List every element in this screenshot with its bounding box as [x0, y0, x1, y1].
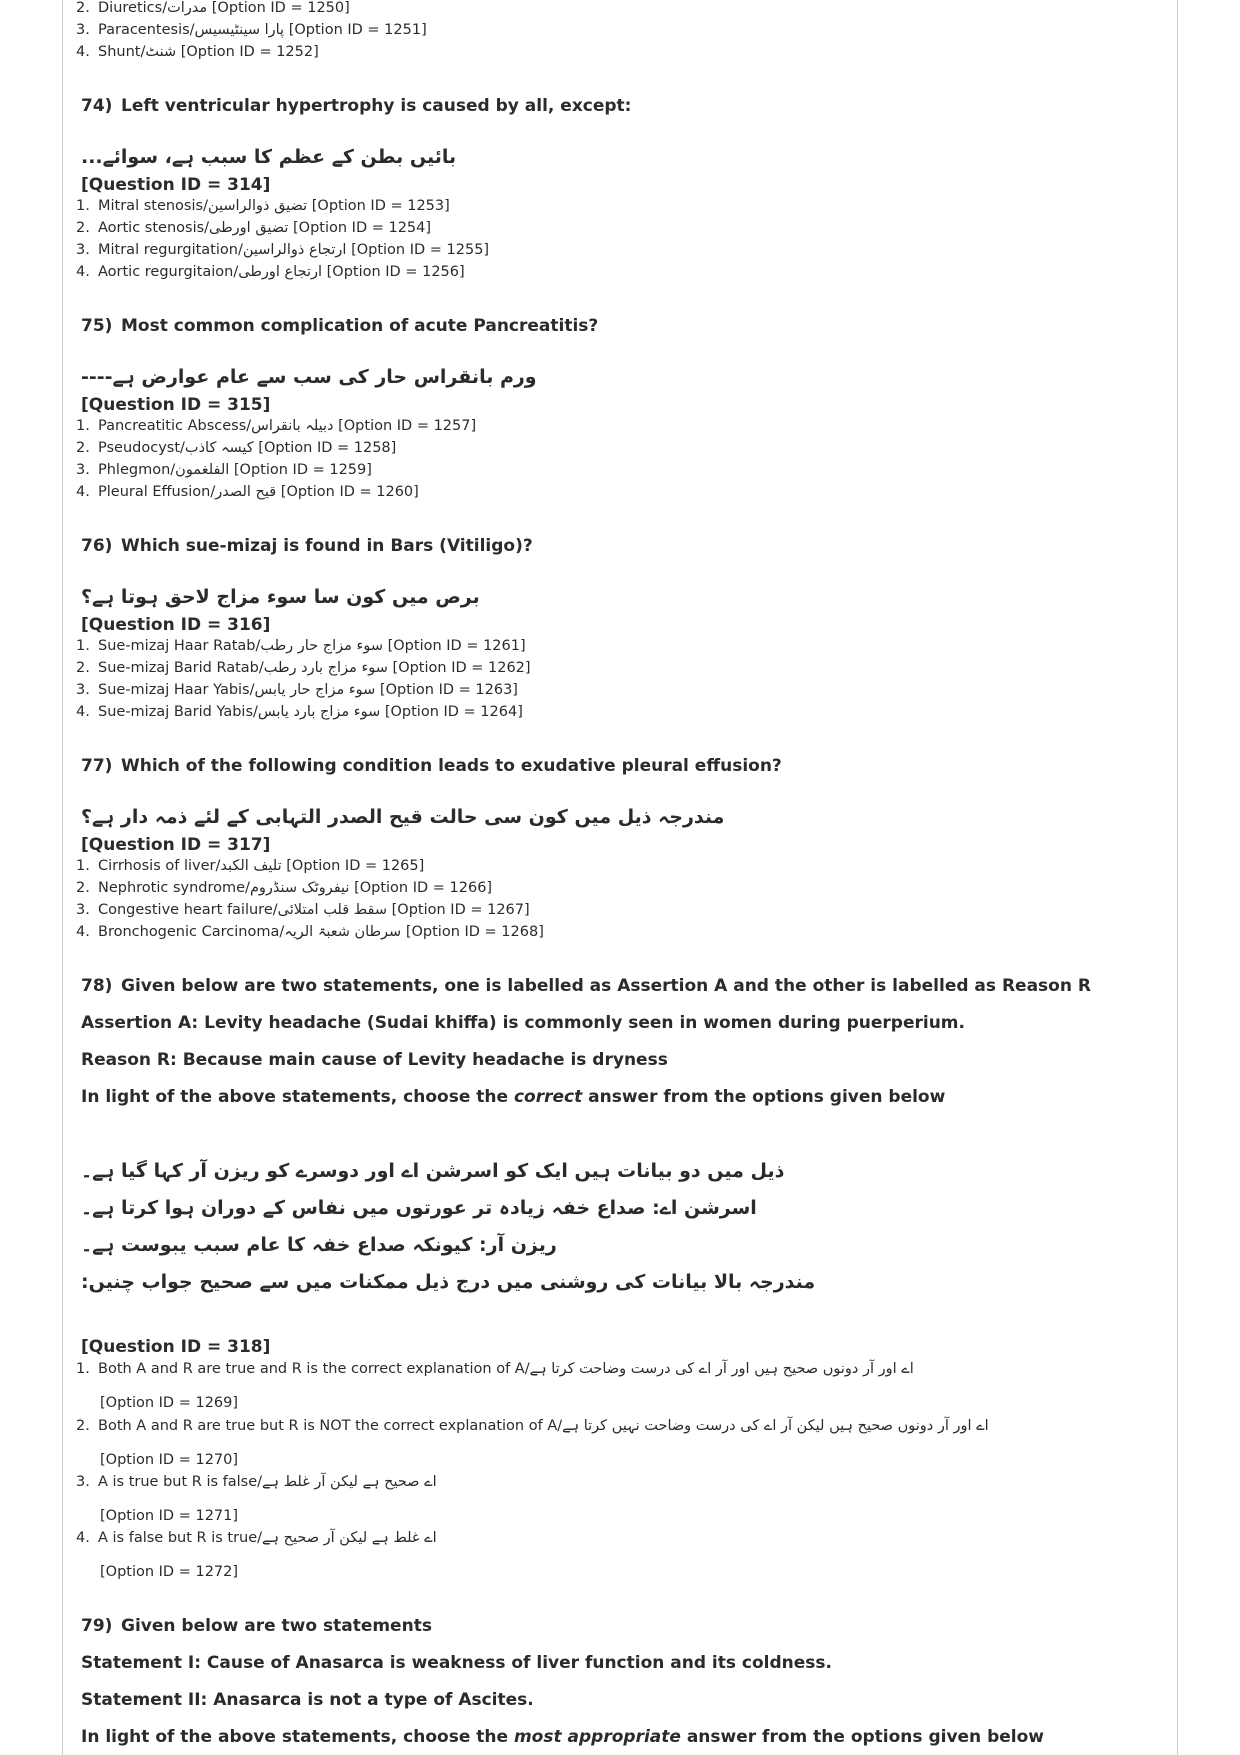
option-item: 3. Phlegmon/الفلغمون [Option ID = 1259] [76, 462, 372, 478]
question-urdu-text: مندرجہ ذیل میں کون سی حالت قیح الصدر التہابی کے لئے ذمہ دار ہے؟ [81, 806, 725, 828]
instruction-text: In light of the above statements, choose the most appropriate answer from the options given below [81, 1727, 1044, 1747]
option-item: 4. A is false but R is true/اے غلط ہے لیکن آر صحیح ہے [76, 1530, 437, 1546]
option-id: [Option ID = 1269] [100, 1395, 239, 1411]
question-heading: 75) Most common complication of acute Pancreatitis? [81, 316, 599, 336]
question-heading: 77) Which of the following condition leads to exudative pleural effusion? [81, 756, 782, 776]
option-item: 4. Aortic regurgitaion/ارتجاع اورطی [Option ID = 1256] [76, 264, 465, 280]
option-item: 2. Nephrotic syndrome/نیفروٹک سنڈروم [Option ID = 1266] [76, 880, 493, 896]
reason-text: Reason R: Because main cause of Levity headache is dryness [81, 1050, 668, 1070]
question-id: [Question ID = 318] [81, 1337, 271, 1357]
question-id: [Question ID = 317] [81, 835, 271, 855]
option-item: 2. Sue-mizaj Barid Ratab/سوء مزاج بارد رطب [Option ID = 1262] [76, 660, 531, 676]
question-id: [Question ID = 315] [81, 395, 271, 415]
question-urdu-text: اسرشن اے: صداع خفہ زیادہ تر عورتوں میں نفاس کے دوران ہوا کرتا ہے۔ [81, 1197, 757, 1219]
option-item: 4. Pleural Effusion/قیح الصدر [Option ID = 1260] [76, 484, 419, 500]
option-item: 1. Cirrhosis of liver/تلیف الکبد [Option ID = 1265] [76, 858, 425, 874]
question-urdu-text: مندرجہ بالا بیانات کی روشنی میں درج ذیل ممکنات میں سے صحیح جواب چنیں: [81, 1271, 816, 1293]
question-heading: 79) Given below are two statements [81, 1616, 432, 1636]
option-item: 1. Mitral stenosis/تضیق ذوالراسین [Option ID = 1253] [76, 198, 450, 214]
question-urdu-text: ذیل میں دو بیانات ہیں ایک کو اسرشن اے اور دوسرے کو ریزن آر کہا گیا ہے۔ [81, 1160, 785, 1182]
option-item: 4. Bronchogenic Carcinoma/سرطان شعبۃ الریہ [Option ID = 1268] [76, 924, 544, 940]
option-item: 4. Shunt/شنٹ [Option ID = 1252] [76, 44, 319, 60]
question-heading: 78) Given below are two statements, one is labelled as Assertion A and the other is labelled as Reason R [81, 976, 1091, 996]
option-item: 2. Aortic stenosis/تضیق اورطی [Option ID = 1254] [76, 220, 432, 236]
option-id: [Option ID = 1272] [100, 1564, 239, 1580]
question-urdu-text: ریزن آر: کیونکہ صداع خفہ کا عام سبب یبوست ہے۔ [81, 1234, 557, 1256]
question-urdu-text: ورم بانقراس حار کی سب سے عام عوارض ہے---- [81, 366, 537, 388]
option-item: 3. Mitral regurgitation/ارتجاع ذوالراسین [Option ID = 1255] [76, 242, 490, 258]
option-item: 3. Sue-mizaj Haar Yabis/سوء مزاج حار یابس [Option ID = 1263] [76, 682, 518, 698]
assertion-text: Assertion A: Levity headache (Sudai khiffa) is commonly seen in women during puerperium. [81, 1013, 965, 1033]
option-id: [Option ID = 1270] [100, 1452, 239, 1468]
option-item: 3. Paracentesis/پارا سینٹیسیس [Option ID = 1251] [76, 22, 427, 38]
option-id: [Option ID = 1271] [100, 1508, 239, 1524]
instruction-text: In light of the above statements, choose the correct answer from the options given below [81, 1087, 946, 1107]
option-item: 2. Pseudocyst/کیسہ کاذب [Option ID = 1258] [76, 440, 397, 456]
statement-one: Statement I: Cause of Anasarca is weakness of liver function and its coldness. [81, 1653, 833, 1673]
option-item: 3. A is true but R is false/اے صحیح ہے لیکن آر غلط ہے [76, 1474, 437, 1490]
question-id: [Question ID = 314] [81, 175, 271, 195]
question-urdu-text: برص میں کون سا سوء مزاج لاحق ہوتا ہے؟ [81, 586, 480, 608]
question-id: [Question ID = 316] [81, 615, 271, 635]
option-item: 1. Both A and R are true and R is the correct explanation of A/اے اور آر دونوں صحیح ہیں اور آر اے کی درست وضاحت کرتا ہے [76, 1361, 914, 1377]
option-item: 2. Both A and R are true but R is NOT the correct explanation of A/اے اور آر دونوں صحیح ہیں لیکن آر اے کی درست وضاحت نہیں کرتا ہے [76, 1418, 989, 1434]
option-item: 1. Sue-mizaj Haar Ratab/سوء مزاج حار رطب [Option ID = 1261] [76, 638, 526, 654]
option-item: 1. Pancreatitic Abscess/دبیلہ بانقراس [Option ID = 1257] [76, 418, 477, 434]
option-item: 3. Congestive heart failure/سقط قلب امتلائی [Option ID = 1267] [76, 902, 530, 918]
option-item: 4. Sue-mizaj Barid Yabis/سوء مزاج بارد یابس [Option ID = 1264] [76, 704, 523, 720]
option-item: 2. Diuretics/مدرات [Option ID = 1250] [76, 0, 350, 16]
question-heading: 74) Left ventricular hypertrophy is caused by all, except: [81, 96, 632, 116]
question-heading: 76) Which sue-mizaj is found in Bars (Vitiligo)? [81, 536, 533, 556]
question-urdu-text: بائیں بطن کے عظم کا سبب ہے، سوائے... [81, 146, 457, 168]
statement-two: Statement II: Anasarca is not a type of Ascites. [81, 1690, 534, 1710]
